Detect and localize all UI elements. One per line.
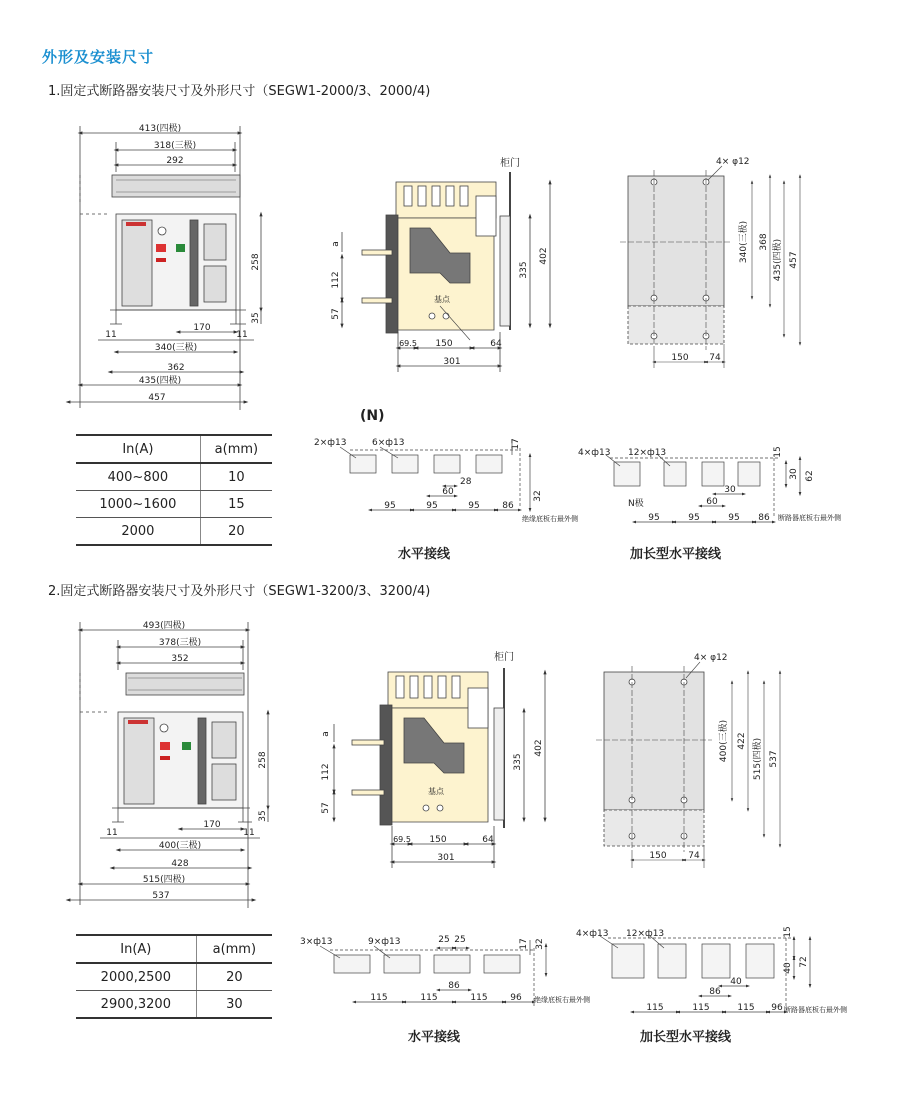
page-title: 外形及安装尺寸	[42, 48, 155, 66]
s1-h-95c: 95	[468, 501, 480, 511]
s1-l-edge: 断路器底板右最外侧	[778, 514, 841, 522]
s1-dim-150: 150	[435, 339, 453, 349]
s1-dim-362: 362	[167, 363, 185, 373]
s2-dim-493: 493(四极)	[142, 621, 186, 631]
s2-h-96: 96	[510, 993, 522, 1003]
s1-l-60: 60	[706, 497, 718, 507]
s1-dim-11-left: 11	[105, 330, 117, 340]
s1-dim-170: 170	[193, 323, 211, 333]
s2-holes-label: 4× φ12	[694, 653, 728, 663]
s2-l-40a: 40	[783, 962, 793, 974]
s1-l-95a: 95	[648, 513, 660, 523]
s2-dim-170: 170	[203, 820, 221, 830]
cell: 15	[200, 491, 272, 518]
s2-rating-table	[76, 934, 272, 1019]
cell: 2000,2500	[76, 963, 196, 991]
col-a: a(mm)	[200, 435, 272, 463]
s1-h-95b: 95	[426, 501, 438, 511]
s2-h-edge: 绝缘底板右最外侧	[534, 996, 590, 1004]
s2-red-lamp	[160, 756, 170, 760]
s2-door-label: 柜门	[494, 652, 514, 663]
cell: 2900,3200	[76, 991, 196, 1019]
s2-dim-57: 57	[321, 802, 331, 814]
table-row	[76, 491, 272, 518]
s2-l-72: 72	[799, 956, 809, 968]
table-row	[76, 463, 272, 491]
section-1-heading: 1.固定式断路器安装尺寸及外形尺寸（SEGW1-2000/3、2000/4)	[48, 84, 431, 99]
s2-dim-352: 352	[171, 654, 189, 664]
s1-dim-335: 335	[519, 261, 529, 279]
s1-l-30a: 30	[789, 468, 799, 480]
s2-ref-point: 基点	[428, 787, 444, 796]
s1-n-label: (N)	[360, 408, 385, 424]
s1-mount-435: 435(四极)	[773, 238, 783, 282]
s2-l-holes-4: 4×ф13	[576, 929, 609, 939]
s1-dim-258: 258	[251, 253, 261, 271]
s2-h-86: 86	[448, 981, 460, 991]
s1-red-button	[156, 244, 166, 252]
s2-dim-402: 402	[534, 739, 544, 757]
s2-mount-74: 74	[688, 851, 700, 861]
s1-dim-11-right: 11	[236, 330, 248, 340]
s1-h-86: 86	[502, 501, 514, 511]
s1-mount-150: 150	[671, 353, 689, 363]
s2-l-edge: 断路器底板右最外侧	[784, 1006, 847, 1014]
s1-l-95b: 95	[688, 513, 700, 523]
s1-l-95c: 95	[728, 513, 740, 523]
s1-hconn-view	[340, 440, 530, 510]
s1-door-label: 柜门	[500, 158, 520, 169]
s1-dim-413: 413(四极)	[138, 124, 182, 134]
s2-dim-69-5: 69.5	[393, 835, 411, 844]
s2-h-holes-3: 3×ф13	[300, 937, 333, 947]
cell: 10	[200, 463, 272, 491]
s1-h-28: 28	[460, 477, 472, 487]
table-row	[76, 518, 272, 546]
s2-lconn-caption: 加长型水平接线	[640, 1030, 732, 1045]
s2-dim-515: 515(四极)	[142, 875, 186, 885]
cell: 20	[200, 518, 272, 546]
s2-l-115a: 115	[646, 1003, 664, 1013]
table-row	[76, 991, 272, 1019]
col-in: In(A)	[76, 935, 196, 963]
s1-rating-table	[76, 434, 272, 546]
s2-h-115b: 115	[420, 993, 438, 1003]
s2-dim-400: 400(三极)	[158, 841, 202, 851]
s2-mount-400: 400(三极)	[719, 719, 729, 763]
s1-h-32: 32	[533, 490, 543, 502]
s2-dim-378: 378(三极)	[158, 638, 202, 648]
s1-l-holes-4: 4×ф13	[578, 448, 611, 458]
section-2-heading: 2.固定式断路器安装尺寸及外形尺寸（SEGW1-3200/3、3200/4)	[48, 584, 431, 599]
s1-red-indicator	[126, 222, 146, 226]
s2-dim-301: 301	[437, 853, 455, 863]
s2-l-holes-12: 12×ф13	[626, 929, 665, 939]
s1-h-17: 17	[511, 438, 521, 450]
s2-l-86: 86	[709, 987, 721, 997]
s1-green-button	[176, 244, 185, 252]
cell: 400~800	[76, 463, 200, 491]
s2-h-25a: 25	[438, 935, 450, 945]
s1-l-15: 15	[773, 446, 783, 458]
s1-dim-402: 402	[539, 247, 549, 265]
s2-h-32: 32	[535, 938, 545, 950]
s2-mount-515: 515(四极)	[753, 737, 763, 781]
s1-l-npole: N极	[628, 499, 644, 509]
s2-red-indicator	[128, 720, 148, 724]
s1-l-30b: 30	[724, 485, 736, 495]
cell: 1000~1600	[76, 491, 200, 518]
s1-dim-35: 35	[251, 312, 261, 324]
s2-l-115b: 115	[692, 1003, 710, 1013]
s1-mount-457: 457	[789, 251, 799, 269]
s2-dim-428: 428	[171, 859, 189, 869]
s2-mount-422: 422	[737, 732, 747, 750]
s2-dim-a: a	[321, 731, 331, 737]
s2-h-25b: 25	[454, 935, 466, 945]
s1-dim-435: 435(四极)	[138, 376, 182, 386]
s1-lconn-caption: 加长型水平接线	[630, 547, 722, 562]
s1-dim-64: 64	[490, 339, 502, 349]
cell: 2000	[76, 518, 200, 546]
s1-dim-a: a	[331, 241, 341, 247]
s2-red-button	[160, 742, 170, 750]
s1-dim-112: 112	[331, 271, 341, 289]
s1-dim-457: 457	[148, 393, 166, 403]
s1-lconn-view	[606, 455, 800, 522]
s2-h-115c: 115	[470, 993, 488, 1003]
table-row	[76, 963, 272, 991]
s2-dim-112: 112	[321, 763, 331, 781]
s2-green-button	[182, 742, 191, 750]
s2-h-115a: 115	[370, 993, 388, 1003]
s2-hconn-caption: 水平接线	[408, 1030, 461, 1045]
s1-h-holes-2: 2×ф13	[314, 438, 347, 448]
s1-dim-301: 301	[443, 357, 461, 367]
col-in: In(A)	[76, 435, 200, 463]
table-header	[76, 435, 272, 463]
s2-dim-150: 150	[429, 835, 447, 845]
s1-h-60: 60	[442, 487, 454, 497]
s1-mount-74: 74	[709, 353, 721, 363]
cell: 20	[196, 963, 272, 991]
s1-dim-292: 292	[166, 156, 184, 166]
s2-dim-11-right: 11	[243, 828, 255, 838]
s1-ref-point: 基点	[434, 295, 450, 304]
s2-h-17: 17	[519, 938, 529, 950]
s1-mount-340: 340(三极)	[739, 220, 749, 264]
s2-dim-258: 258	[258, 751, 268, 769]
s1-dim-340: 340(三极)	[154, 343, 198, 353]
s1-h-edge: 绝缘底板右最外侧	[522, 515, 578, 523]
s2-lconn-view	[600, 936, 810, 1012]
cell: 30	[196, 991, 272, 1019]
s1-mount-368: 368	[759, 233, 769, 251]
col-a: a(mm)	[196, 935, 272, 963]
s1-l-86: 86	[758, 513, 770, 523]
s2-dim-64: 64	[482, 835, 494, 845]
s2-mount-150: 150	[649, 851, 667, 861]
s1-h-95a: 95	[384, 501, 396, 511]
s1-holes-label: 4× φ12	[716, 157, 750, 167]
s2-dim-335: 335	[513, 753, 523, 771]
s1-red-lamp	[156, 258, 166, 262]
s2-dim-35: 35	[258, 810, 268, 822]
s2-l-15: 15	[783, 926, 793, 938]
s1-l-holes-12: 12×ф13	[628, 448, 667, 458]
s1-dim-57: 57	[331, 308, 341, 320]
s2-mount-537: 537	[769, 750, 779, 768]
s2-l-115c: 115	[737, 1003, 755, 1013]
s1-dim-69-5: 69.5	[399, 339, 417, 348]
s1-front-view	[68, 126, 261, 410]
s2-l-96: 96	[771, 1003, 783, 1013]
s1-h-holes-6: 6×ф13	[372, 438, 405, 448]
table-header	[76, 935, 272, 963]
s1-l-62: 62	[805, 470, 815, 482]
s1-hconn-caption: 水平接线	[398, 547, 451, 562]
s2-l-40b: 40	[730, 977, 742, 987]
s1-dim-318: 318(三极)	[153, 141, 197, 151]
s2-dim-11-left: 11	[106, 828, 118, 838]
s2-h-holes-9: 9×ф13	[368, 937, 401, 947]
s2-dim-537: 537	[152, 891, 170, 901]
s2-front-view	[68, 622, 268, 908]
